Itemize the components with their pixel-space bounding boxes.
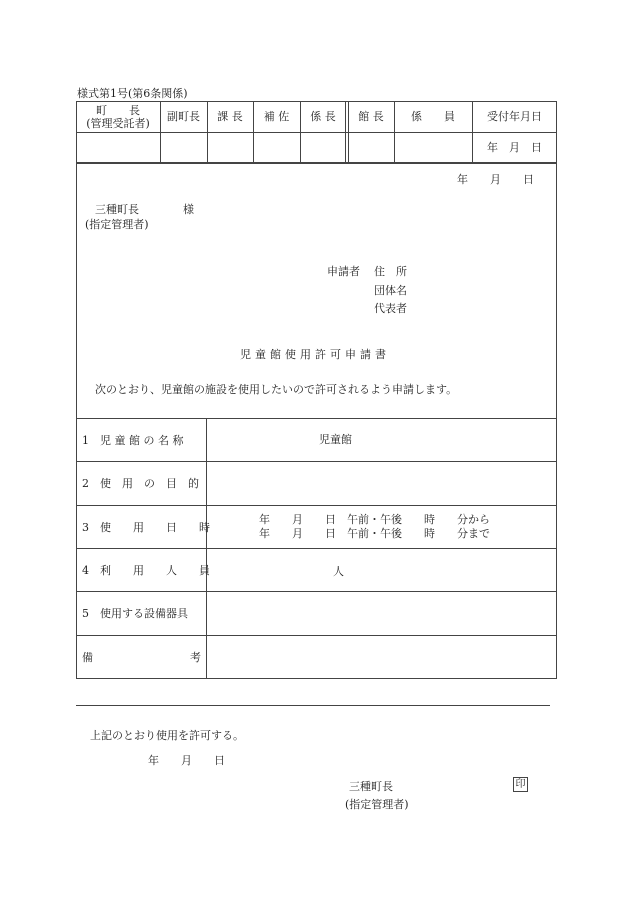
header-section-chief: 課 長 bbox=[217, 110, 243, 123]
address-label: 住 所 bbox=[374, 265, 407, 278]
header-director: 館 長 bbox=[358, 110, 384, 123]
remarks-field[interactable] bbox=[207, 636, 556, 678]
facility-name-value: 児童館 bbox=[319, 433, 352, 446]
purpose-field[interactable] bbox=[207, 462, 556, 504]
document-title: 児童館使用許可申請書 bbox=[240, 348, 390, 361]
group-name-label: 団体名 bbox=[374, 284, 407, 297]
form-number: 様式第1号(第6条関係) bbox=[77, 87, 188, 100]
permission-text: 上記のとおり使用を許可する。 bbox=[90, 729, 244, 742]
addressee: 三種町長 様 bbox=[95, 203, 194, 216]
usage-datetime-from: 年 月 日 午前・午後 時 分から bbox=[259, 513, 490, 526]
usage-datetime-to: 年 月 日 午前・午後 時 分まで bbox=[259, 527, 490, 540]
seal-icon: 印 bbox=[513, 777, 528, 792]
users-count-unit: 人 bbox=[333, 565, 344, 578]
applicant-label: 申請者 bbox=[327, 265, 360, 278]
permission-signer-sub: (指定管理者) bbox=[345, 798, 409, 811]
equipment-label: 5 使用する設備器具 bbox=[82, 607, 188, 620]
remarks-label-left: 備 bbox=[82, 651, 93, 664]
application-body-text: 次のとおり、児童館の施設を使用したいので許可されるよう申請します。 bbox=[95, 383, 458, 396]
header-mayor: 町 長 (管理受託者) bbox=[86, 103, 150, 130]
representative-label: 代表者 bbox=[374, 302, 407, 315]
permission-date: 年 月 日 bbox=[148, 754, 225, 767]
usage-datetime-label: 3 使 用 日 時 bbox=[82, 520, 210, 534]
remarks-label-right: 考 bbox=[190, 651, 201, 664]
permission-signer: 三種町長 bbox=[349, 780, 393, 793]
users-count-label: 4 利 用 人 員 bbox=[82, 563, 210, 577]
header-assistant: 補 佐 bbox=[263, 110, 290, 123]
receipt-date-value: 年 月 日 bbox=[487, 141, 542, 154]
header-deputy-mayor: 副町長 bbox=[167, 110, 200, 123]
application-date: 年 月 日 bbox=[457, 173, 534, 186]
header-subsection-chief: 係 長 bbox=[310, 110, 336, 123]
purpose-label: 2 使 用 の 目 的 bbox=[82, 477, 199, 490]
addressee-sub: (指定管理者) bbox=[85, 218, 149, 231]
header-staff: 係 員 bbox=[411, 110, 455, 123]
equipment-field[interactable] bbox=[207, 592, 556, 634]
facility-name-label: 1 児 童 館 の 名 称 bbox=[82, 433, 184, 447]
header-receipt-date: 受付年月日 bbox=[487, 110, 542, 123]
section-separator bbox=[76, 705, 550, 706]
